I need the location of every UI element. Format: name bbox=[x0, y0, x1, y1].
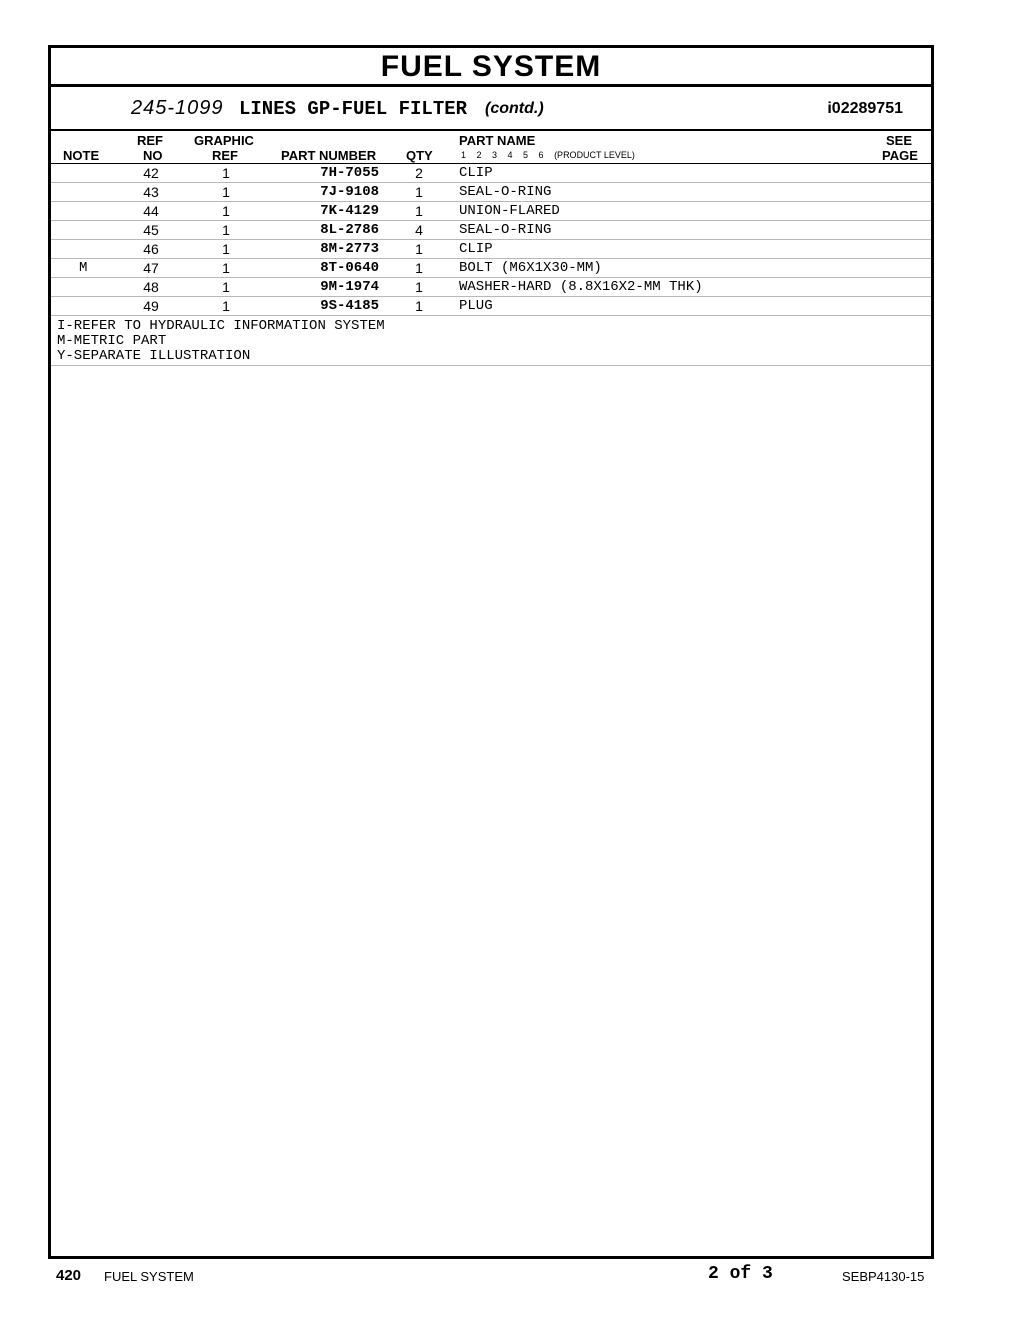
row-graphic-ref: 1 bbox=[222, 203, 230, 219]
group-header bbox=[51, 87, 931, 131]
group-continued: (contd.) bbox=[485, 100, 544, 117]
row-graphic-ref: 1 bbox=[222, 241, 230, 257]
row-part-name: CLIP bbox=[459, 241, 493, 257]
row-ref: 48 bbox=[143, 279, 159, 295]
col-graphic-bottom: REF bbox=[212, 148, 238, 163]
page-frame bbox=[48, 45, 934, 1259]
col-part-number: PART NUMBER bbox=[281, 148, 377, 163]
row-part-number: 9S-4185 bbox=[320, 298, 379, 314]
row-part-name: CLIP bbox=[459, 165, 493, 181]
table-row bbox=[51, 164, 931, 183]
row-part-name: SEAL-O-RING bbox=[459, 222, 552, 238]
table-row bbox=[51, 259, 931, 278]
table-row bbox=[51, 202, 931, 221]
row-qty: 1 bbox=[415, 184, 423, 200]
row-qty: 1 bbox=[415, 298, 423, 314]
table-row bbox=[51, 183, 931, 202]
row-qty: 1 bbox=[415, 260, 423, 276]
row-qty: 1 bbox=[415, 203, 423, 219]
page-title: FUEL SYSTEM bbox=[51, 48, 931, 87]
col-levels-numbers: 1 2 3 4 5 6 bbox=[461, 150, 544, 160]
note-line: M-METRIC PART bbox=[57, 333, 167, 349]
row-part-name: BOLT (M6X1X30-MM) bbox=[459, 260, 602, 276]
page-of: 2 of 3 bbox=[708, 1264, 773, 1284]
row-ref: 45 bbox=[143, 222, 159, 238]
row-qty: 4 bbox=[415, 222, 423, 238]
row-part-number: 8T-0640 bbox=[320, 260, 379, 276]
row-ref: 47 bbox=[143, 260, 159, 276]
row-ref: 49 bbox=[143, 298, 159, 314]
row-qty: 1 bbox=[415, 241, 423, 257]
row-part-number: 7H-7055 bbox=[320, 165, 379, 181]
table-row bbox=[51, 278, 931, 297]
row-part-number: 9M-1974 bbox=[320, 279, 379, 295]
row-part-number: 8L-2786 bbox=[320, 222, 379, 238]
row-part-name: SEAL-O-RING bbox=[459, 184, 552, 200]
row-qty: 1 bbox=[415, 279, 423, 295]
parts-table bbox=[51, 164, 931, 316]
row-part-name: PLUG bbox=[459, 298, 493, 314]
document-id: SEBP4130-15 bbox=[842, 1269, 925, 1284]
table-row bbox=[51, 240, 931, 259]
row-part-number: 7J-9108 bbox=[320, 184, 379, 200]
row-ref: 46 bbox=[143, 241, 159, 257]
col-levels bbox=[461, 150, 635, 160]
group-number: 245-1099 bbox=[131, 97, 224, 119]
row-graphic-ref: 1 bbox=[222, 298, 230, 314]
table-row bbox=[51, 297, 931, 316]
page-number: 420 bbox=[56, 1267, 82, 1284]
notes-legend bbox=[51, 316, 931, 366]
row-graphic-ref: 1 bbox=[222, 260, 230, 276]
note-line: Y-SEPARATE ILLUSTRATION bbox=[57, 348, 251, 364]
row-part-name: WASHER-HARD (8.8X16X2-MM THK) bbox=[459, 279, 703, 295]
row-ref: 44 bbox=[143, 203, 159, 219]
row-graphic-ref: 1 bbox=[222, 165, 230, 181]
page-footer bbox=[0, 1264, 1020, 1288]
note-line: I-REFER TO HYDRAULIC INFORMATION SYSTEM bbox=[57, 318, 385, 334]
col-qty: QTY bbox=[406, 148, 433, 163]
col-product-level: (PRODUCT LEVEL) bbox=[554, 150, 635, 160]
col-see-top: SEE bbox=[886, 133, 913, 148]
col-note: NOTE bbox=[63, 148, 100, 163]
row-part-name: UNION-FLARED bbox=[459, 203, 560, 219]
col-ref-top: REF bbox=[137, 133, 163, 148]
footer-section: FUEL SYSTEM bbox=[104, 1269, 194, 1284]
row-ref: 42 bbox=[143, 165, 159, 181]
row-note: M bbox=[79, 260, 88, 276]
row-part-number: 8M-2773 bbox=[320, 241, 379, 257]
row-part-number: 7K-4129 bbox=[320, 203, 379, 219]
col-graphic-top: GRAPHIC bbox=[194, 133, 254, 148]
col-part-name: PART NAME bbox=[459, 133, 536, 148]
group-id: i02289751 bbox=[827, 100, 903, 117]
group-name: LINES GP-FUEL FILTER bbox=[239, 98, 468, 120]
col-ref-bottom: NO bbox=[143, 148, 163, 163]
row-qty: 2 bbox=[415, 165, 423, 181]
table-row bbox=[51, 221, 931, 240]
row-graphic-ref: 1 bbox=[222, 279, 230, 295]
row-graphic-ref: 1 bbox=[222, 184, 230, 200]
row-graphic-ref: 1 bbox=[222, 222, 230, 238]
col-see-bottom: PAGE bbox=[882, 148, 918, 163]
column-header bbox=[51, 131, 931, 164]
row-ref: 43 bbox=[143, 184, 159, 200]
